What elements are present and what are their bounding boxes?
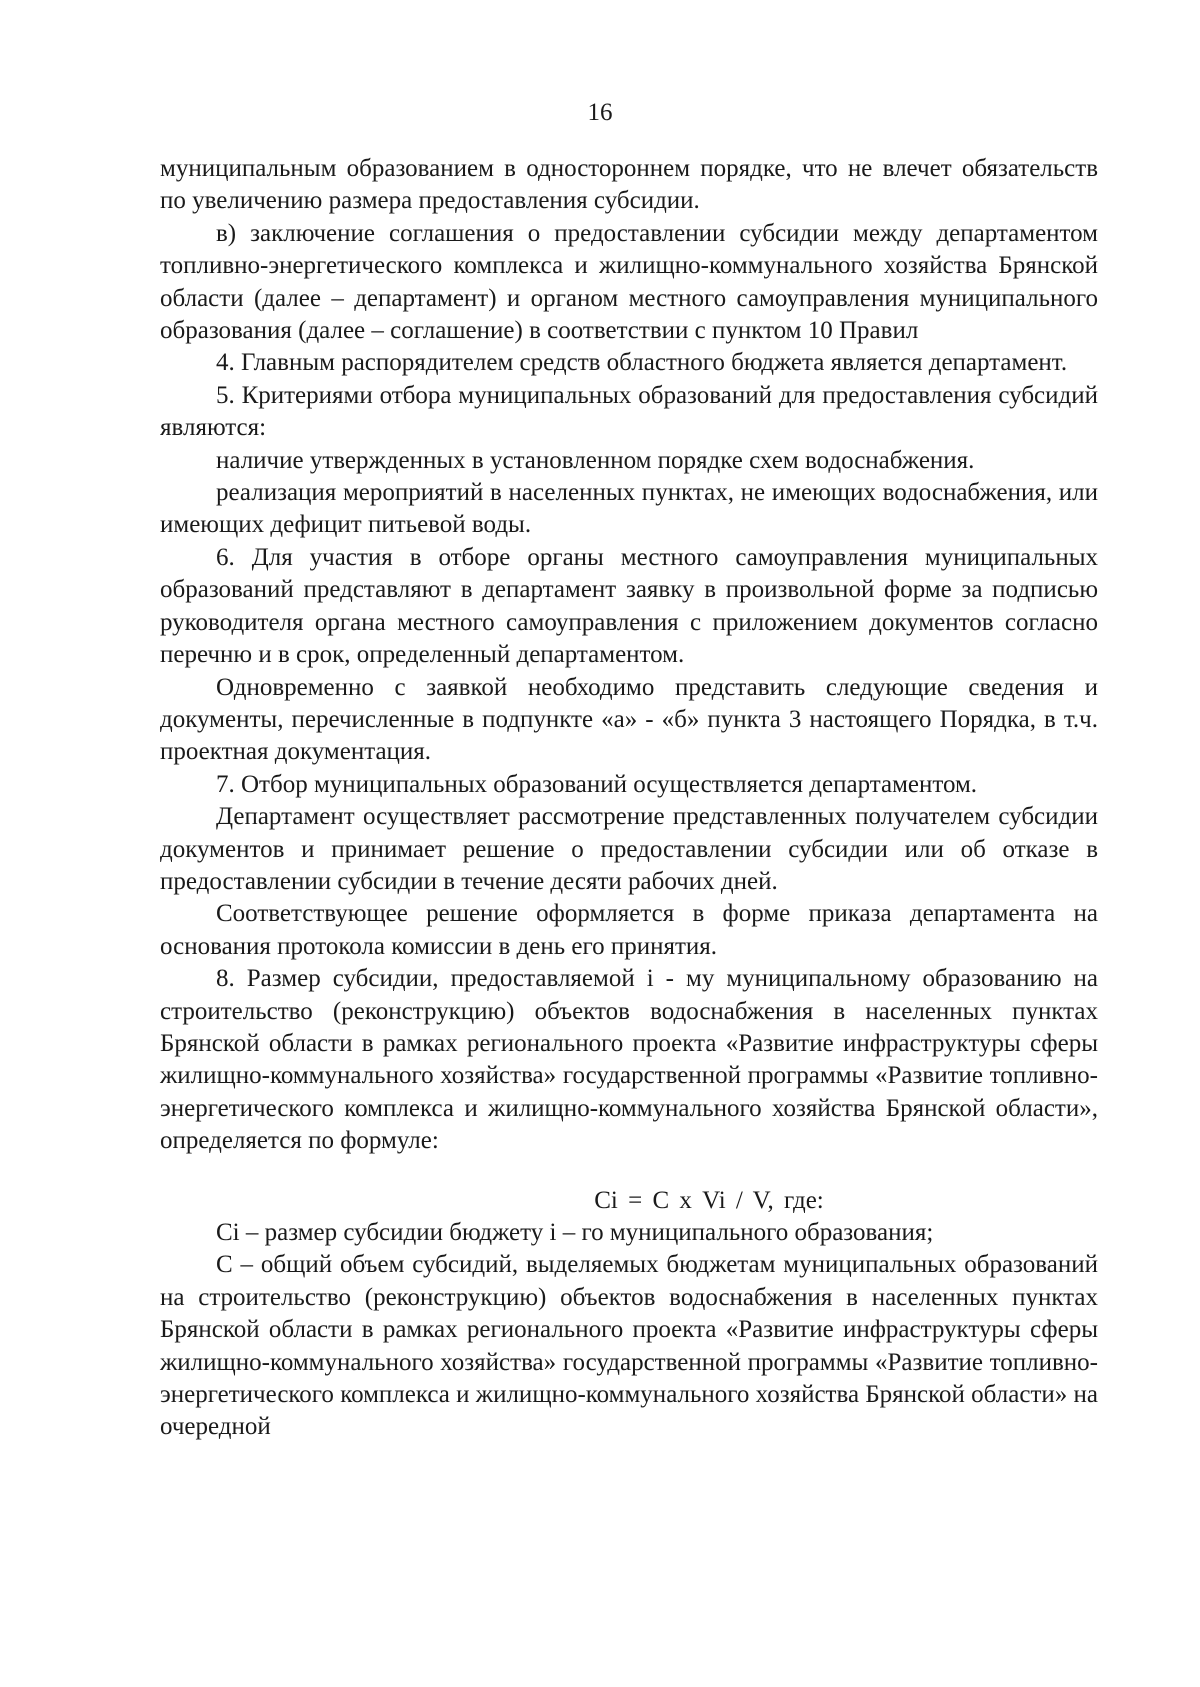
paragraph-item-8: 8. Размер субсидии, предоставляемой i - му муниципальному образованию на строительство (реконструкцию) объектов водоснабжения в населенных пунктах Брянской области в рамках регионального проекта «Развитие инфраструктуры сферы жилищно-коммунального хозяйства» государственной программы «Развитие топливно-энергетического комплекса и жилищно-коммунального хозяйства Брянской области», определяется по формуле: [160, 965, 1098, 1155]
document-body [160, 153, 1098, 1444]
paragraph-item-5: 5. Критериями отбора муниципальных образований для предоставления субсидий являются: [160, 381, 1098, 442]
paragraph-subitem-v: в) заключение соглашения о предоставлении субсидии между департаментом топливно-энергетического комплекса и жилищно-коммунального хозяйства Брянской области (далее – департамент) и органом местного самоуправления муниципального образования (далее – соглашение) в соответствии с пунктом 10 Правил [160, 219, 1098, 345]
paragraph-item-6-documents: Одновременно с заявкой необходимо представить следующие сведения и документы, перечисленные в подпункте «а» - «б» пункта 3 настоящего Порядка, в т.ч. проектная документация. [160, 673, 1098, 766]
paragraph-criterion-1: наличие утвержденных в установленном порядке схем водоснабжения. [216, 446, 975, 474]
paragraph-item-7-review: Департамент осуществляет рассмотрение представленных получателем субсидии документов и принимает решение о предоставлении субсидии или об отказе в предоставлении субсидии в течение десяти рабочих дней. [160, 803, 1098, 895]
paragraph-item-7-decision: Соответствующее решение оформляется в форме приказа департамента на основания протокола комиссии в день его принятия. [160, 900, 1098, 960]
paragraph-continuation: муниципальным образованием в одностороннем порядке, что не влечет обязательств по увеличению размера предоставления субсидии. [160, 155, 1098, 215]
definition-c: С – общий объем субсидий, выделяемых бюджетам муниципальных образований на строительство (реконструкцию) объектов водоснабжения в населенных пунктах Брянской области в рамках регионального проекта «Развитие инфраструктуры сферы жилищно-коммунального хозяйства» государственной программы «Развитие топливно-энергетического комплекса и жилищно-коммунального хозяйства Брянской области» на очередной [160, 1251, 1098, 1441]
paragraph-criterion-2: реализация мероприятий в населенных пунктах, не имеющих водоснабжения, или имеющих дефицит питьевой воды. [160, 479, 1098, 539]
paragraph-item-4: 4. Главным распорядителем средств областного бюджета является департамент. [216, 349, 1068, 377]
paragraph-item-6: 6. Для участия в отборе органы местного самоуправления муниципальных образований представляют в департамент заявку в произвольной форме за подписью руководителя органа местного самоуправления с приложением документов согласно перечню и в срок, определенный департаментом. [160, 543, 1098, 669]
page-number: 16 [587, 99, 613, 126]
paragraph-item-7: 7. Отбор муниципальных образований осуществляется департаментом. [216, 770, 978, 798]
definition-ci: Ci – размер субсидии бюджету i – го муниципального образования; [216, 1219, 934, 1246]
subsidy-formula: Ci = С х Vi / V, где: [594, 1186, 824, 1214]
